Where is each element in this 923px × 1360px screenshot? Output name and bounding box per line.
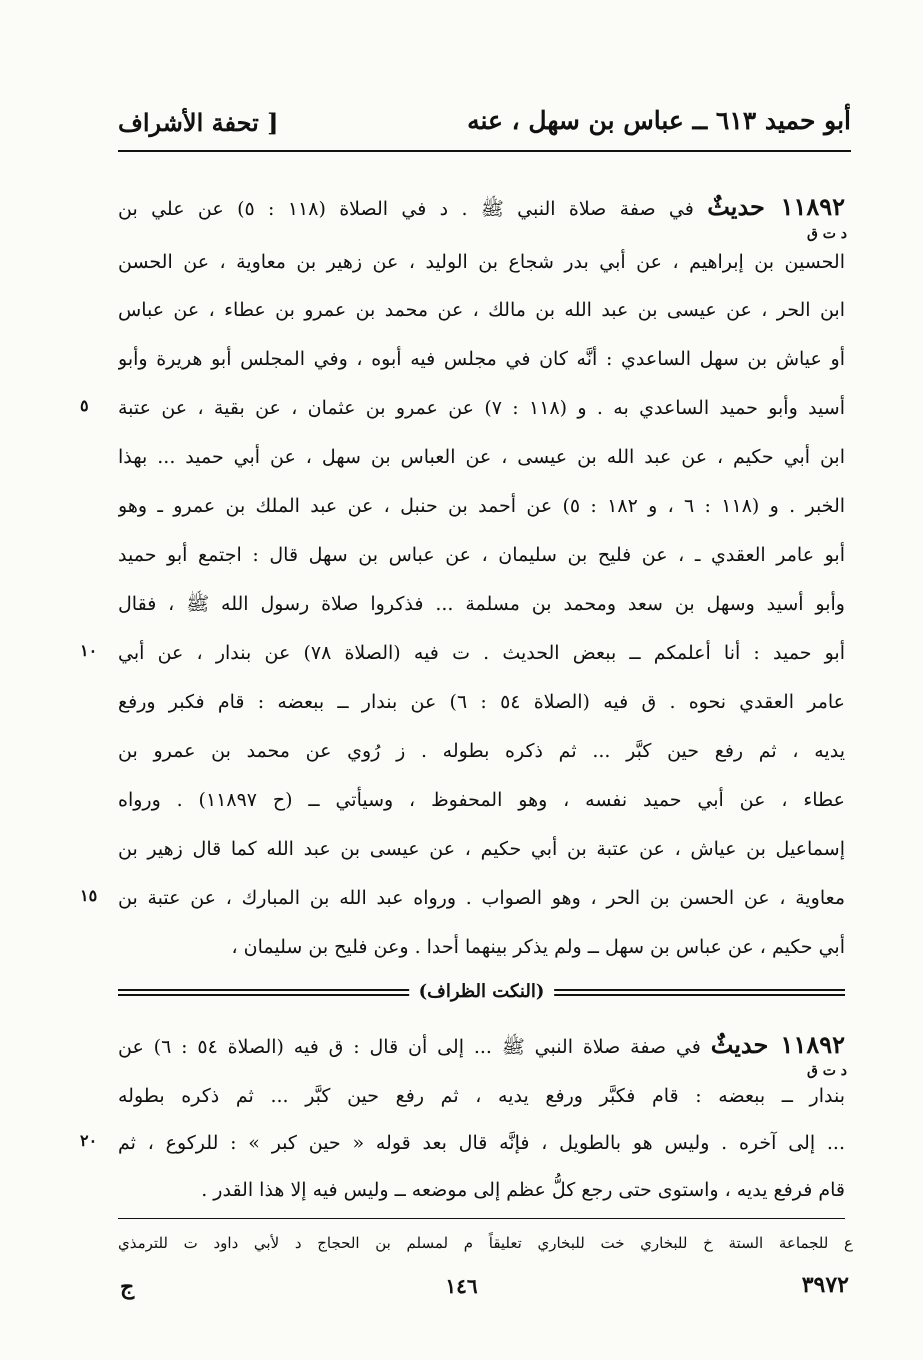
notes-separator (118, 978, 845, 1008)
page-number: ١٤٦ (445, 1274, 478, 1298)
hadith-number: ١١٨٩٢ حديثٌ (710, 1030, 845, 1059)
text-line: ابن الحر ، عن عيسى بن عبد الله بن مالك ، عن محمد بن عمرو بن عطاء ، عن عباس (118, 299, 845, 321)
signature-mark: ٣٩٧٢ (801, 1272, 849, 1298)
collection-code: د ت ق (806, 1063, 847, 1079)
text-line: يديه ، ثم رفع حين كبَّر ... ثم ذكره بطوله . ز رُوي عن محمد بن عمرو بن (118, 740, 845, 762)
text-line: وأبو أسيد وسهل بن سعد ومحمد بن مسلمة ... فذكروا صلاة رسول الله ﷺ ، فقال (118, 593, 845, 615)
header-rule (118, 150, 851, 152)
legend-item: خ للبخاري (640, 1234, 713, 1252)
text-line: ابن أبي حكيم ، عن عبد الله بن عيسى ، عن العباس بن سهل ، عن أبي حميد ... بهذا (118, 446, 845, 468)
abbreviation-legend (118, 1228, 853, 1258)
legend-item: خت للبخاري تعليقاً (488, 1234, 625, 1252)
legend-item: د لأبي داود (213, 1234, 302, 1252)
legend-item: ع للجماعة الستة (728, 1234, 853, 1252)
text-line: عطاء ، عن أبي حميد نفسه ، وهو المحفوظ ، وسيأتي ــ (ح ١١٨٩٧) . ورواه (118, 789, 845, 811)
running-header-book: [ تحفة الأشراف (118, 108, 279, 137)
notes-section-title: (النكت الظراف) (409, 978, 555, 1006)
text-line: أبي حكيم ، عن عباس بن سهل ــ ولم يذكر بينهما أحدا . وعن فليح بن سليمان ، (231, 936, 845, 958)
running-header-title: أبو حميد ٦١٣ ــ عباس بن سهل ، عنه (467, 106, 851, 135)
note-line: بندار ــ ببعضه : قام فكبَّر ورفع يديه ، ثم رفع حين كبَّر ... ثم ذكره بطوله (118, 1085, 845, 1107)
note-line: ... إلى آخره . وليس هو بالطويل ، فإنَّه قال بعد قوله « حين كبر » : للركوع ، ثم (118, 1132, 845, 1154)
text-line: عامر العقدي نحوه . ق فيه (الصلاة ٥٤ : ٦) عن بندار ــ ببعضه : قام فكبر ورفع (118, 691, 845, 713)
legend-item: ت للترمذي (118, 1234, 198, 1252)
text-line: أبو عامر العقدي ـ ، عن فليح بن سليمان ، عن عباس بن سهل قال : اجتمع أبو حميد (118, 544, 845, 566)
text-line: الخبر . و (١١٨ : ٦ ، و ١٨٢ : ٥) عن أحمد بن حنبل ، عن عبد الملك بن عمرو ـ وهو (118, 495, 845, 517)
line-number: ١٥ (80, 886, 98, 905)
legend-item: م لمسلم بن الحجاج (317, 1234, 474, 1252)
text-line: إسماعيل بن عياش ، عن عتبة بن أبي حكيم ، عن عيسى بن عبد الله كما قال زهير بن (118, 838, 845, 860)
text-line: ١١٨٩٢ حديثٌ في صفة صلاة النبي ﷺ . د في الصلاة (١١٨ : ٥) عن علي بن (118, 192, 845, 221)
text-line: أبو حميد : أنا أعلمكم ــ ببعض الحديث . ت فيه (الصلاة ٧٨) عن بندار ، عن أبي (118, 642, 845, 664)
line-number: ٢٠ (80, 1131, 98, 1150)
text-line: أسيد وأبو حميد الساعدي به . و (١١٨ : ٧) عن عمرو بن عثمان ، عن بقية ، عن عتبة (118, 397, 845, 419)
line-number: ١٠ (80, 641, 98, 660)
text-line: معاوية ، عن الحسن بن الحر ، وهو الصواب . ورواه عبد الله بن المبارك ، عن عتبة بن (118, 887, 845, 909)
volume-mark: ج (120, 1274, 135, 1300)
hadith-number: ١١٨٩٢ حديثٌ (707, 192, 845, 221)
note-line: قام فرفع يديه ، واستوى حتى رجع كلُّ عظم إلى موضعه ــ وليس فيه إلا هذا القدر . (201, 1179, 845, 1201)
footer-rule (118, 1218, 845, 1219)
text-line: أو عياش بن سهل الساعدي : أنَّه كان في مجلس فيه أبوه ، وفي المجلس أبو هريرة وأبو (118, 348, 845, 370)
note-line: ١١٨٩٢ حديثٌ في صفة صلاة النبي ﷺ ... إلى أن قال : ق فيه (الصلاة ٥٤ : ٦) عن (118, 1030, 845, 1059)
collection-code: د ت ق (806, 226, 847, 242)
line-number: ٥ (80, 396, 89, 415)
text-line: الحسين بن إبراهيم ، عن أبي بدر شجاع بن الوليد ، عن زهير بن معاوية ، عن الحسن (118, 251, 845, 273)
